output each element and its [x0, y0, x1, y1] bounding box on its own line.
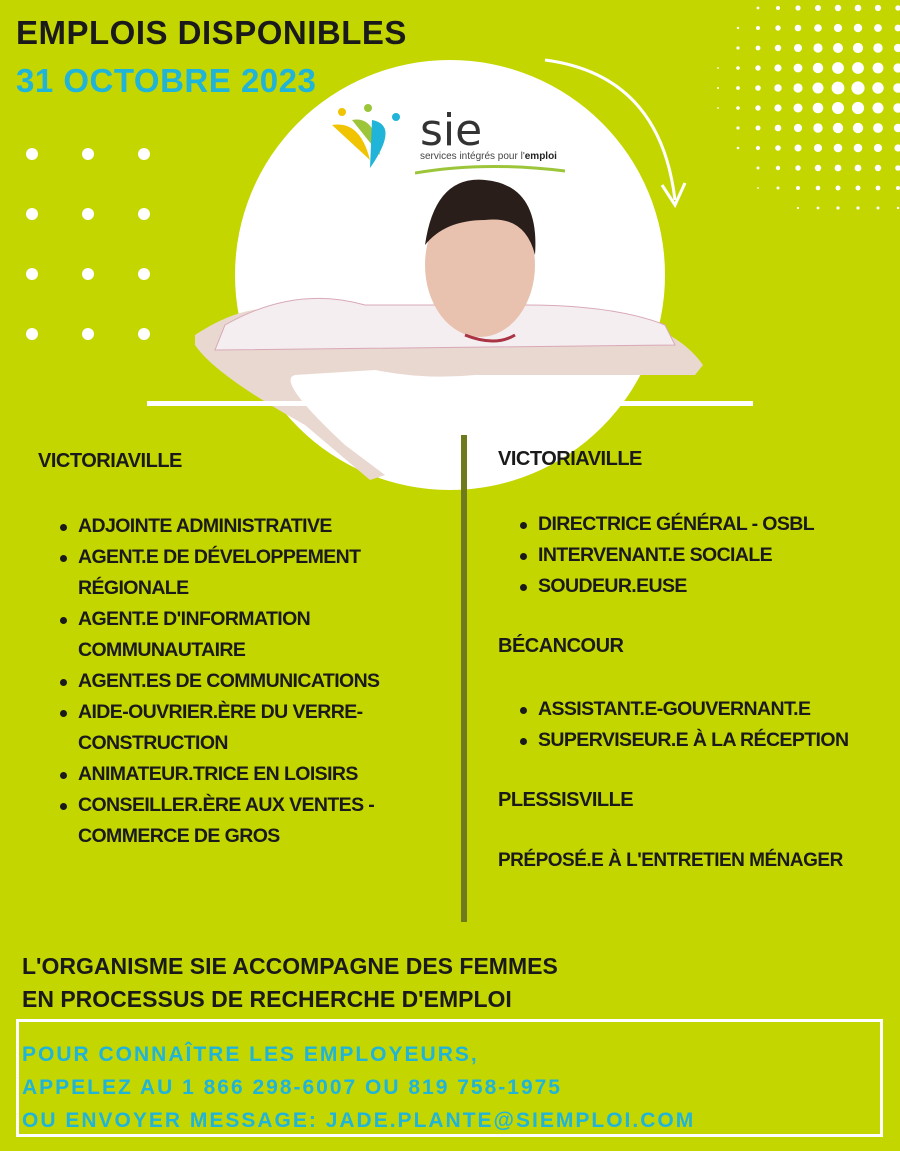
- job-item: INTERVENANT.E SOCIALE: [498, 540, 898, 571]
- organization-statement: L'ORGANISME SIE ACCOMPAGNE DES FEMMES EN PROCESSUS DE RECHERCHE D'EMPLOI: [22, 953, 558, 1012]
- job-item: DIRECTRICE GÉNÉRAL - OSBL: [498, 509, 898, 540]
- woman-photo: [195, 175, 705, 485]
- contact-email[interactable]: OU ENVOYER MESSAGE: JADE.PLANTE@SIEMPLOI.COM: [22, 1109, 696, 1132]
- job-item: CONSEILLER.ÈRE AUX VENTES - COMMERCE DE GROS: [38, 790, 448, 852]
- right-victoriaville-list: [498, 509, 898, 602]
- heading-plessisville: PLESSISVILLE: [498, 789, 634, 811]
- plessisville-job-item: PRÉPOSÉ.E À L'ENTRETIEN MÉNAGER: [498, 850, 843, 871]
- divider-horizontal: [147, 401, 753, 406]
- right-heading-victoriaville: VICTORIAVILLE: [498, 448, 642, 470]
- contact-intro: POUR CONNAÎTRE LES EMPLOYEURS,: [22, 1043, 479, 1066]
- logo-wordmark: sie: [420, 105, 483, 156]
- becancour-job-list: [498, 694, 898, 756]
- dot-grid-decoration: [26, 148, 150, 340]
- job-item: ASSISTANT.E-GOUVERNANT.E: [498, 694, 898, 725]
- contact-phone[interactable]: APPELEZ AU 1 866 298-6007 OU 819 758-1975: [22, 1076, 562, 1099]
- job-item: AGENT.E DE DÉVELOPPEMENT RÉGIONALE: [38, 542, 448, 604]
- job-item: ANIMATEUR.TRICE EN LOISIRS: [38, 759, 448, 790]
- page-title: EMPLOIS DISPONIBLES: [16, 14, 407, 51]
- job-item: AIDE-OUVRIER.ÈRE DU VERRE-CONSTRUCTION: [38, 697, 448, 759]
- job-item: AGENT.ES DE COMMUNICATIONS: [38, 666, 448, 697]
- contact-info: [22, 1038, 695, 1137]
- job-item: AGENT.E D'INFORMATION COMMUNAUTAIRE: [38, 604, 448, 666]
- job-item: ADJOINTE ADMINISTRATIVE: [38, 511, 448, 542]
- divider-vertical: [461, 435, 467, 922]
- left-heading-victoriaville: VICTORIAVILLE: [38, 450, 182, 472]
- sie-logo-mark: [330, 100, 410, 170]
- logo-swoosh: [415, 163, 565, 177]
- page-date: 31 OCTOBRE 2023: [16, 62, 317, 99]
- logo-tagline: services intégrés pour l'emploi: [420, 151, 557, 162]
- job-item: SOUDEUR.EUSE: [498, 571, 898, 602]
- job-item: SUPERVISEUR.E À LA RÉCEPTION: [498, 725, 898, 756]
- left-job-list: [38, 511, 448, 852]
- heading-becancour: BÉCANCOUR: [498, 635, 624, 657]
